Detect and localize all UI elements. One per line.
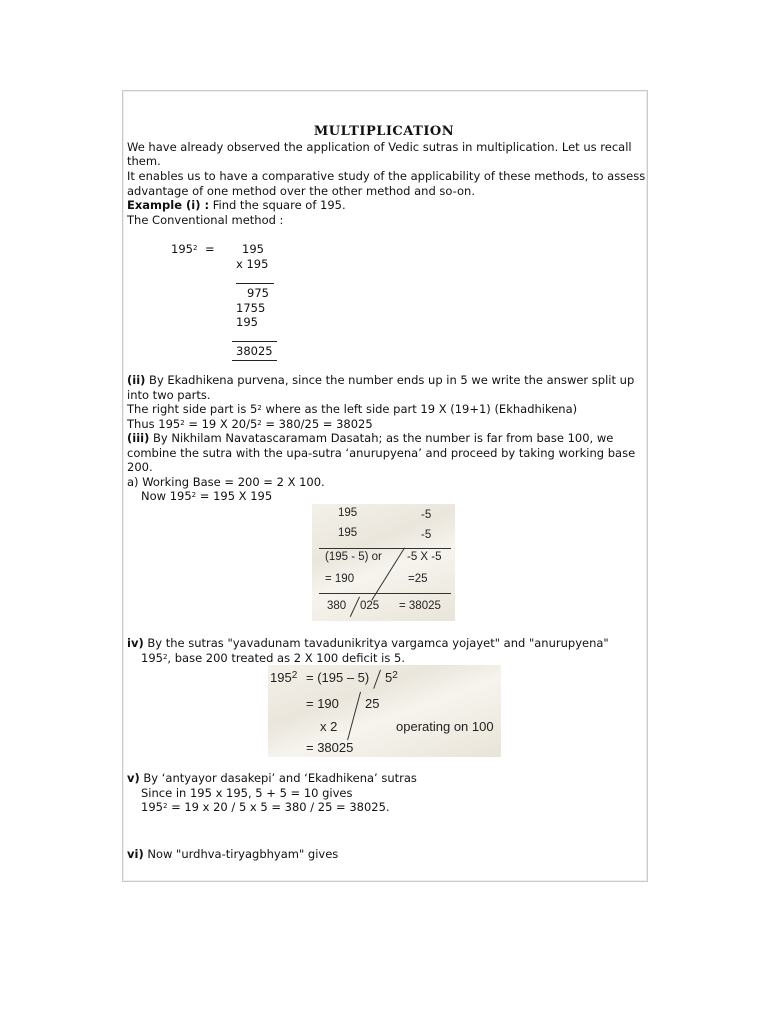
fig2-r3b: operating on 100 xyxy=(396,719,494,734)
fig2-r1-exp: 2 xyxy=(291,670,298,681)
fig1-r4a: = 190 xyxy=(325,573,355,585)
intro-line-2: them. xyxy=(127,154,161,168)
part6-text-1: Now "urdhva-tiryagbhyam" gives xyxy=(143,847,339,861)
part2-line-1 xyxy=(127,373,634,387)
nikhilam-figure xyxy=(312,504,455,621)
calc-rule-2 xyxy=(232,341,277,342)
part2-line-3b: where as the left side part 19 X (19+1) (Ekhadhikena) xyxy=(261,402,578,416)
fig2-r1a xyxy=(270,670,297,685)
part4-line-2b: , base 200 treated as 2 X 100 deficit is 5. xyxy=(167,651,405,665)
fig2-r1b: = (195 – 5) xyxy=(306,670,370,685)
part6-line-1 xyxy=(127,847,338,861)
intro-line-4: advantage of one method over the other method and so-on. xyxy=(127,184,475,198)
calc-result: 38025 xyxy=(236,344,273,358)
part2-line-3 xyxy=(127,402,577,416)
part5-label: v) xyxy=(127,771,140,785)
fig1-r2b: -5 xyxy=(421,529,432,541)
fig2-r2a: = 190 xyxy=(306,696,339,711)
fig2-r1c-exp: 2 xyxy=(392,670,398,681)
part4-line-1 xyxy=(127,636,609,650)
part3-line-5 xyxy=(141,489,272,503)
fig1-r3a: (195 - 5) or xyxy=(325,551,382,563)
fig1-r5a: 380 xyxy=(327,600,347,612)
part2-line-4 xyxy=(127,417,373,431)
sup-2b: 2 xyxy=(180,419,185,427)
fig2-r4a: = 38025 xyxy=(306,740,354,755)
calc-partial-1: 975 xyxy=(247,286,269,300)
part2-line-3a: The right side part is 5 xyxy=(127,402,258,416)
part4-label: iv) xyxy=(127,636,144,650)
fig1-r5b: 025 xyxy=(360,600,380,612)
part4-text-1: By the sutras "yavadunam tavadunikritya vargamca yojayet" and "anurupyena" xyxy=(143,636,609,650)
part2-line-4b: = 19 X 20/5 xyxy=(184,417,258,431)
part2-line-2: into two parts. xyxy=(127,388,211,402)
fig1-r1a: 195 xyxy=(338,507,358,519)
example-line xyxy=(127,198,346,212)
calc-multiplier: x 195 xyxy=(236,257,269,271)
part3-line-1 xyxy=(127,431,613,445)
yavadunam-figure xyxy=(268,665,501,757)
part3-line-5b: = 195 X 195 xyxy=(196,489,273,503)
fig1-r4b: =25 xyxy=(408,573,428,585)
calc-lhs-base: 195 xyxy=(171,242,193,256)
calc-rule-3 xyxy=(232,360,277,361)
part3-line-5a: Now 195 xyxy=(141,489,192,503)
fig1-rule-2 xyxy=(319,593,451,594)
part5-line-1 xyxy=(127,771,417,785)
part3-line-2: combine the sutra with the upa-sutra ‘anurupyena’ and proceed by taking working base xyxy=(127,446,636,460)
part2-label: (ii) xyxy=(127,373,146,387)
fig2-slash xyxy=(373,670,381,689)
fig2-diagonal xyxy=(347,692,361,741)
fig2-r1a-base: 195 xyxy=(270,670,292,685)
calc-partial-2: 1755 xyxy=(236,301,266,315)
part4-line-2a: 195 xyxy=(141,651,163,665)
part3-line-4: a) Working Base = 200 = 2 X 100. xyxy=(127,475,325,489)
fig2-r1c-base: 5 xyxy=(385,670,393,685)
part6-label: vi) xyxy=(127,847,144,861)
example-label: Example (i) : xyxy=(127,198,210,212)
part5-text-1: By ‘antyayor dasakepi’ and ‘Ekadhikena’ sutras xyxy=(139,771,417,785)
calc-rule-1 xyxy=(236,283,274,284)
example-text: Find the square of 195. xyxy=(209,198,346,212)
part3-label: (iii) xyxy=(127,431,150,445)
fig1-rule-1 xyxy=(319,548,451,549)
calc-partial-3: 195 xyxy=(236,315,258,329)
calc-multiplicand: 195 xyxy=(242,242,264,256)
fig2-r2b: 25 xyxy=(365,696,380,711)
sup-2c: 2 xyxy=(257,419,262,427)
part5-line-2: Since in 195 x 195, 5 + 5 = 10 gives xyxy=(141,786,353,800)
fig1-r2a: 195 xyxy=(338,527,358,539)
part5-line-3 xyxy=(141,800,390,814)
intro-line-1: We have already observed the application of Vedic sutras in multiplication. Let us recall xyxy=(127,140,632,154)
part5-line-3a: 195 xyxy=(141,800,163,814)
calc-equals: = xyxy=(205,242,215,256)
part2-line-4a: Thus 195 xyxy=(127,417,181,431)
sup-2d: 2 xyxy=(191,491,197,499)
intro-line-3: It enables us to have a comparative study of the applicability of these methods, to assess xyxy=(127,169,646,183)
part2-text-1: By Ekadhikena purvena, since the number ends up in 5 we write the answer split up xyxy=(145,373,635,387)
part3-text-1: By Nikhilam Navatascaramam Dasatah; as the number is far from base 100, we xyxy=(149,431,614,445)
conventional-heading: The Conventional method : xyxy=(127,213,284,227)
fig2-r1c xyxy=(385,670,398,685)
sup-2a: 2 xyxy=(257,404,262,412)
fig1-slash xyxy=(350,597,360,617)
part2-line-4c: = 380/25 = 38025 xyxy=(261,417,373,431)
fig1-r1b: -5 xyxy=(421,509,432,521)
fig1-r3b: -5 X -5 xyxy=(407,551,442,563)
sup-2f: 2 xyxy=(162,802,168,810)
calc-lhs xyxy=(171,242,197,256)
fig1-r5c: = 38025 xyxy=(399,600,441,612)
calc-lhs-exponent: 2 xyxy=(192,244,198,252)
fig2-r3a: x 2 xyxy=(320,719,338,734)
part3-line-3: 200. xyxy=(127,460,153,474)
sup-2e: 2 xyxy=(162,653,168,661)
page-title: MULTIPLICATION xyxy=(313,124,455,139)
part5-line-3b: = 19 x 20 / 5 x 5 = 380 / 25 = 38025. xyxy=(167,800,390,814)
part4-line-2 xyxy=(141,651,405,665)
